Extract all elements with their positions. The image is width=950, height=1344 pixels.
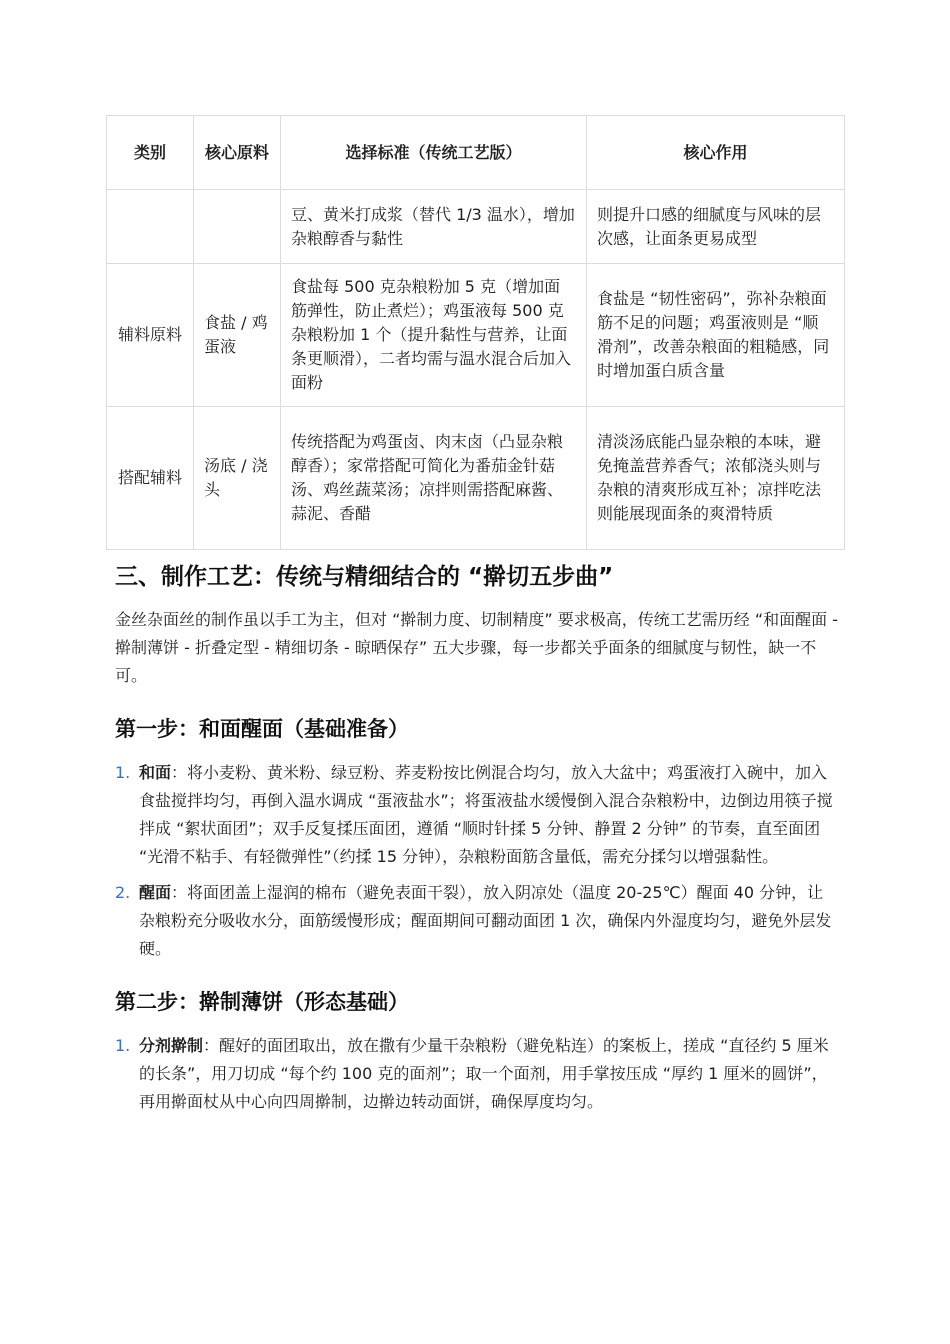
list-number: 1. xyxy=(115,763,131,782)
table-row xyxy=(107,407,845,550)
header-role: 核心作用 xyxy=(587,116,845,190)
cell-category: 辅料原料 xyxy=(107,264,194,407)
cell-standard: 食盐每 500 克杂粮粉加 5 克（增加面筋弹性，防止煮烂）；鸡蛋液每 500 克杂粮粉加 1 个（提升黏性与营养，让面条更顺滑），二者均需与温水混合后加入面粉 xyxy=(281,264,587,407)
item-term: 醒面 xyxy=(139,883,172,902)
list-item xyxy=(115,1032,839,1116)
step1-list xyxy=(115,759,839,963)
step2-list xyxy=(115,1032,839,1116)
cell-role: 清淡汤底能凸显杂粮的本味，避免掩盖营养香气；浓郁浇头则与杂粮的清爽形成互补；凉拌吃法则能展现面条的爽滑特质 xyxy=(587,407,845,550)
cell-role: 则提升口感的细腻度与风味的层次感，让面条更易成型 xyxy=(587,190,845,264)
table-row xyxy=(107,190,845,264)
section-intro: 金丝杂面丝的制作虽以手工为主，但对 “擀制力度、切制精度” 要求极高，传统工艺需历经 “和面醒面 - 擀制薄饼 - 折叠定型 - 精细切条 - 晾晒保存” 五大步骤，每一步都关乎面条的细腻度与韧性，缺一不可。 xyxy=(115,610,838,685)
ingredients-table xyxy=(106,115,845,550)
header-material: 核心原料 xyxy=(194,116,281,190)
cell-standard: 传统搭配为鸡蛋卤、肉末卤（凸显杂粮醇香）；家常搭配可简化为番茄金针菇汤、鸡丝蔬菜汤；凉拌则需搭配麻酱、蒜泥、香醋 xyxy=(281,407,587,550)
step2-title: 第二步：擀制薄饼（形态基础） xyxy=(115,990,409,1014)
article-body xyxy=(115,560,839,1124)
section-title: 三、制作工艺：传统与精细结合的 “擀切五步曲” xyxy=(115,564,614,590)
item-text: ：将面团盖上湿润的棉布（避免表面干裂），放入阴凉处（温度 20-25℃）醒面 40 分钟，让杂粮粉充分吸收水分，面筋缓慢形成；醒面期间可翻动面团 1 次，确保内外湿度均匀，避免外层发硬。 xyxy=(139,883,832,958)
table-header-row xyxy=(107,116,845,190)
cell-material: 汤底 / 浇头 xyxy=(194,407,281,550)
cell-material: 食盐 / 鸡蛋液 xyxy=(194,264,281,407)
list-number: 2. xyxy=(115,883,131,902)
cell-material xyxy=(194,190,281,264)
list-number: 1. xyxy=(115,1036,131,1055)
cell-role: 食盐是 “韧性密码”，弥补杂粮面筋不足的问题；鸡蛋液则是 “顺滑剂”，改善杂粮面的粗糙感，同时增加蛋白质含量 xyxy=(587,264,845,407)
item-text: ：醒好的面团取出，放在撒有少量干杂粮粉（避免粘连）的案板上，搓成 “直径约 5 厘米的长条”，用刀切成 “每个约 100 克的面剂”；取一个面剂，用手掌按压成 “厚约 1 厘米的圆饼”，再用擀面杖从中心向四周擀制，边擀边转动面饼，确保厚度均匀。 xyxy=(139,1036,829,1111)
cell-standard: 豆、黄米打成浆（替代 1/3 温水），增加杂粮醇香与黏性 xyxy=(281,190,587,264)
header-category: 类别 xyxy=(107,116,194,190)
table-row xyxy=(107,264,845,407)
list-item xyxy=(115,879,839,963)
header-standard: 选择标准（传统工艺版） xyxy=(281,116,587,190)
item-term: 分剂擀制 xyxy=(139,1036,204,1055)
step1-title: 第一步：和面醒面（基础准备） xyxy=(115,717,409,741)
item-text: ：将小麦粉、黄米粉、绿豆粉、荞麦粉按比例混合均匀，放入大盆中；鸡蛋液打入碗中，加入食盐搅拌均匀，再倒入温水调成 “蛋液盐水”；将蛋液盐水缓慢倒入混合杂粮粉中，边倒边用筷子搅拌成 “絮状面团”；双手反复揉压面团，遵循 “顺时针揉 5 分钟、静置 2 分钟” 的节奏，直至面团 “光滑不粘手、有轻微弹性”（约揉 15 分钟），杂粮粉面筋含量低，需充分揉匀以增强黏性。 xyxy=(139,763,833,866)
list-item xyxy=(115,759,839,871)
cell-category xyxy=(107,190,194,264)
item-term: 和面 xyxy=(139,763,172,782)
cell-category: 搭配辅料 xyxy=(107,407,194,550)
